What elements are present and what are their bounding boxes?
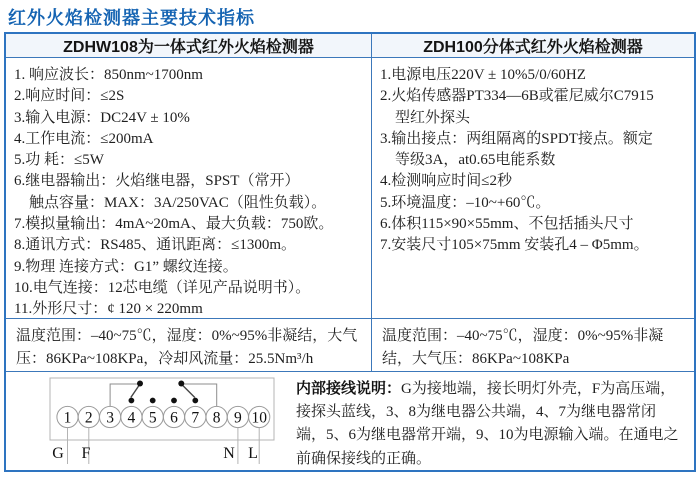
spec-line: 6.继电器输出：火焰继电器，SPST（常开）	[14, 173, 300, 190]
spec-line: 等级3A，at0.65电能系数	[380, 152, 556, 169]
wiring-note-label: 内部接线说明：	[296, 380, 402, 397]
terminal-number: 4	[127, 409, 136, 427]
spec-line: 触点容量：MAX：3A/250VAC（阻性负载）。	[14, 194, 327, 211]
environment-zdh100: 温度范围：–40~75℃，湿度：0%~95%非凝结，大气压：86KPa~108KPa	[382, 328, 664, 367]
spec-line: 11.外形尺寸：¢ 120 × 220mm	[14, 301, 203, 318]
terminal-number: 5	[148, 409, 157, 427]
spec-line: 6.体积115×90×55mm、不包括插头尺寸	[380, 216, 634, 233]
terminal-number: 8	[212, 409, 221, 427]
spec-line: 1.电源电压220V ± 10%5/0/60HZ	[380, 67, 586, 83]
terminal-label-G: G	[52, 445, 64, 462]
terminal-number: 1	[63, 409, 72, 427]
terminal-diagram-svg	[46, 374, 282, 466]
terminal-number: 10	[251, 409, 267, 427]
terminal-diagram	[6, 372, 294, 471]
table-header-row	[6, 34, 694, 58]
relay-pivot-right	[178, 381, 184, 387]
spec-line: 5.功 耗：≤5W	[14, 152, 104, 169]
column-header-zdhw108: ZDHW108为一体式红外火焰检测器	[6, 34, 372, 57]
spec-line: 4.检测响应时间≤2秒	[380, 173, 512, 190]
relay-pivot-left	[137, 381, 143, 387]
terminal-number: 9	[234, 409, 242, 427]
page-title: 红外火焰检测器主要技术指标	[8, 8, 255, 28]
environment-zdhw108: 温度范围：–40~75℃，湿度：0%~95%非凝结，大气压：86KPa~108KPa，冷却风流量：25.5Nm³/h	[6, 319, 372, 371]
spec-line: 8.通讯方式：RS485、通讯距离：≤1300m。	[14, 237, 296, 254]
terminal-number: 2	[84, 409, 93, 427]
spec-line: 10.电气连接：12芯电缆（详见产品说明书）。	[14, 279, 311, 296]
wiring-note	[294, 372, 694, 471]
spec-line: 4.工作电流：≤200mA	[14, 130, 154, 147]
terminal-number: 3	[106, 409, 114, 427]
spec-line: 7.安装尺寸105×75mm 安装孔4 – Φ5mm。	[380, 237, 649, 254]
terminal-number: 7	[191, 409, 200, 427]
spec-line: 2.响应时间：≤2S	[14, 88, 125, 105]
spec-line: 3.输出接点：两组隔离的SPDT接点。额定	[380, 130, 653, 147]
column-header-zdh100: ZDH100分体式红外火焰检测器	[423, 39, 643, 56]
spec-line: 1. 响应波长：850nm~1700nm	[14, 67, 203, 83]
terminal-number: 6	[170, 409, 178, 427]
wiring-note-text: G为接地端，接长明灯外壳，F为高压端，接探头蓝线，3、8为继电器公共端，4、7为继电器常闭端，5、6为继电器常开端，9、10为电源输入端。在通电之前确保接线的正确。	[296, 381, 679, 467]
spec-line: 5.环境温度：–10~+60℃。	[380, 194, 551, 211]
spec-line: 型红外探头	[380, 109, 471, 126]
wiring-row	[6, 372, 694, 471]
spec-line: 9.物理 连接方式：G1” 螺纹连接。	[14, 258, 238, 275]
spec-list-zdh100	[372, 58, 694, 318]
terminal-label-N: N	[223, 445, 235, 462]
spec-list-zdhw108	[6, 58, 372, 318]
spec-table	[4, 32, 696, 472]
spec-line: 2.火焰传感器PT334—6B或霍尼威尔C7915	[380, 88, 654, 105]
environment-row	[6, 319, 694, 372]
spec-body-row	[6, 58, 694, 319]
terminal-label-F: F	[81, 445, 91, 462]
spec-line: 3.输入电源：DC24V ± 10%	[14, 109, 190, 126]
spec-line: 7.模拟量输出：4mA~20mA、最大负载：750欧。	[14, 216, 334, 233]
terminal-label-L: L	[248, 445, 258, 462]
